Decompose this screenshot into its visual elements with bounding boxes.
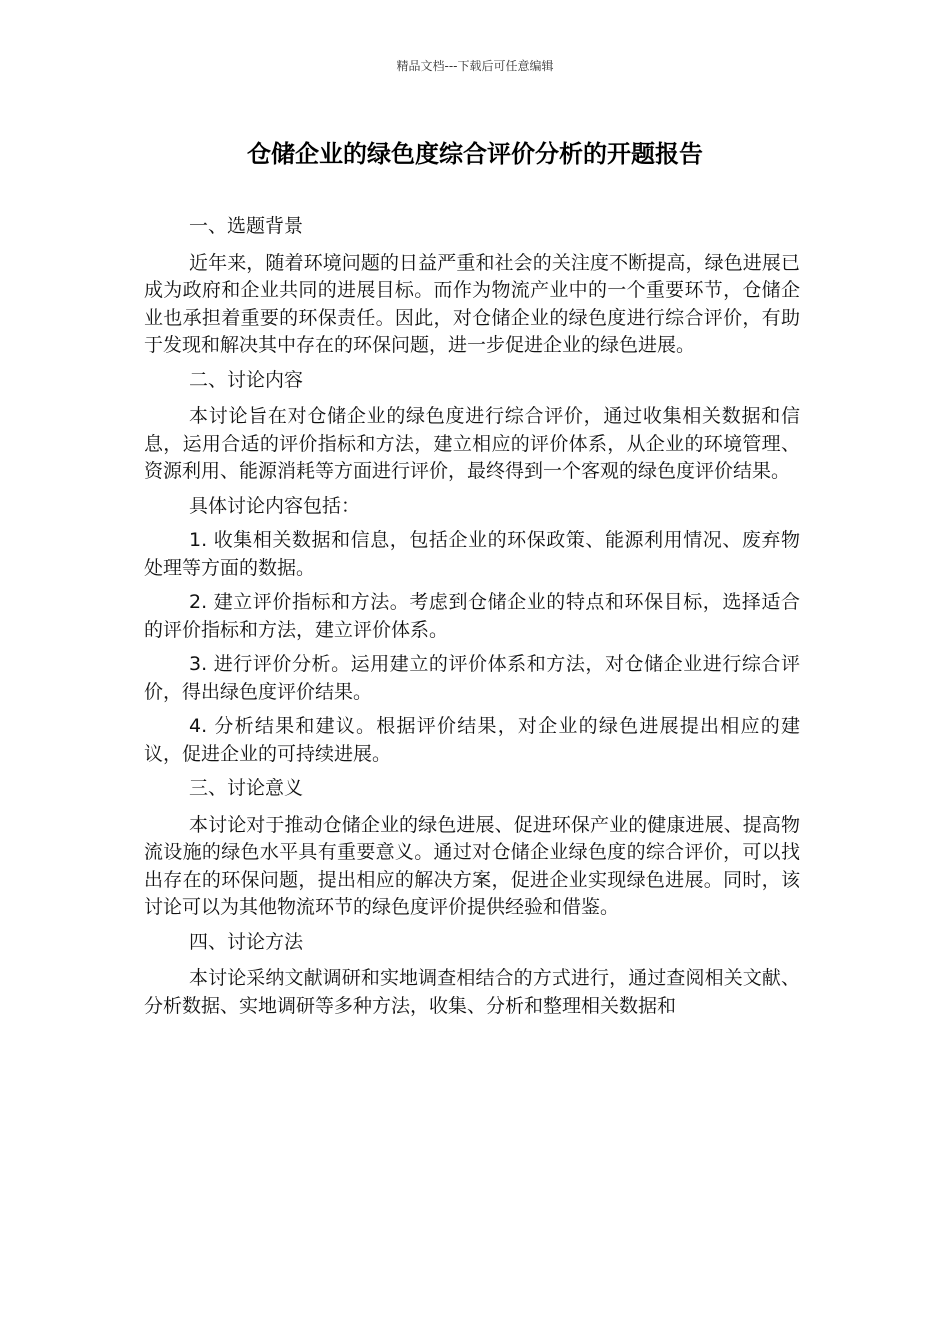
header-note: 精品文档---下载后可任意编辑 [396,59,554,73]
document-body [144,213,800,1027]
section-heading-method: 四、讨论方法 [189,930,304,953]
paragraph-content-intro: 具体讨论内容包括： [189,494,361,517]
section-heading-content: 二、讨论内容 [189,368,304,391]
paragraph-background: 近年来，随着环境问题的日益严重和社会的关注度不断提高，绿色进展已成为政府和企业共同的进展目标。而作为物流产业中的一个重要环节，仓储企业也承担着重要的环保责任。因此，对仓储企业的绿色度进行综合评价，有助于发现和解决其中存在的环保问题，进一步促进企业的绿色进展。 [144,251,800,356]
paragraph-content: 本讨论旨在对仓储企业的绿色度进行综合评价，通过收集相关数据和信息，运用合适的评价指标和方法，建立相应的评价体系，从企业的环境管理、资源利用、能源消耗等方面进行评价，最终得到一个客观的绿色度评价结果。 [144,405,800,482]
list-item-4: 4. 分析结果和建议。根据评价结果，对企业的绿色进展提出相应的建议，促进企业的可持续进展。 [144,715,800,765]
document-title: 仓储企业的绿色度综合评价分析的开题报告 [247,140,703,168]
paragraph-significance: 本讨论对于推动仓储企业的绿色进展、促进环保产业的健康进展、提高物流设施的绿色水平具有重要意义。通过对仓储企业绿色度的综合评价，可以找出存在的环保问题，提出相应的解决方案，促进企业实现绿色进展。同时，该讨论可以为其他物流环节的绿色度评价提供经验和借鉴。 [144,813,800,918]
paragraph-method: 本讨论采纳文献调研和实地调查相结合的方式进行，通过查阅相关文献、分析数据、实地调研等多种方法，收集、分析和整理相关数据和 [144,967,800,1017]
section-heading-significance: 三、讨论意义 [189,777,304,799]
list-item-2: 2. 建立评价指标和方法。考虑到仓储企业的特点和环保目标，选择适合的评价指标和方法，建立评价体系。 [144,591,800,641]
list-item-1: 1. 收集相关数据和信息，包括企业的环保政策、能源利用情况、废弃物处理等方面的数据。 [144,529,800,579]
list-item-3: 3. 进行评价分析。运用建立的评价体系和方法，对仓储企业进行综合评价，得出绿色度评价结果。 [144,653,800,703]
section-heading-background: 一、选题背景 [189,215,304,237]
